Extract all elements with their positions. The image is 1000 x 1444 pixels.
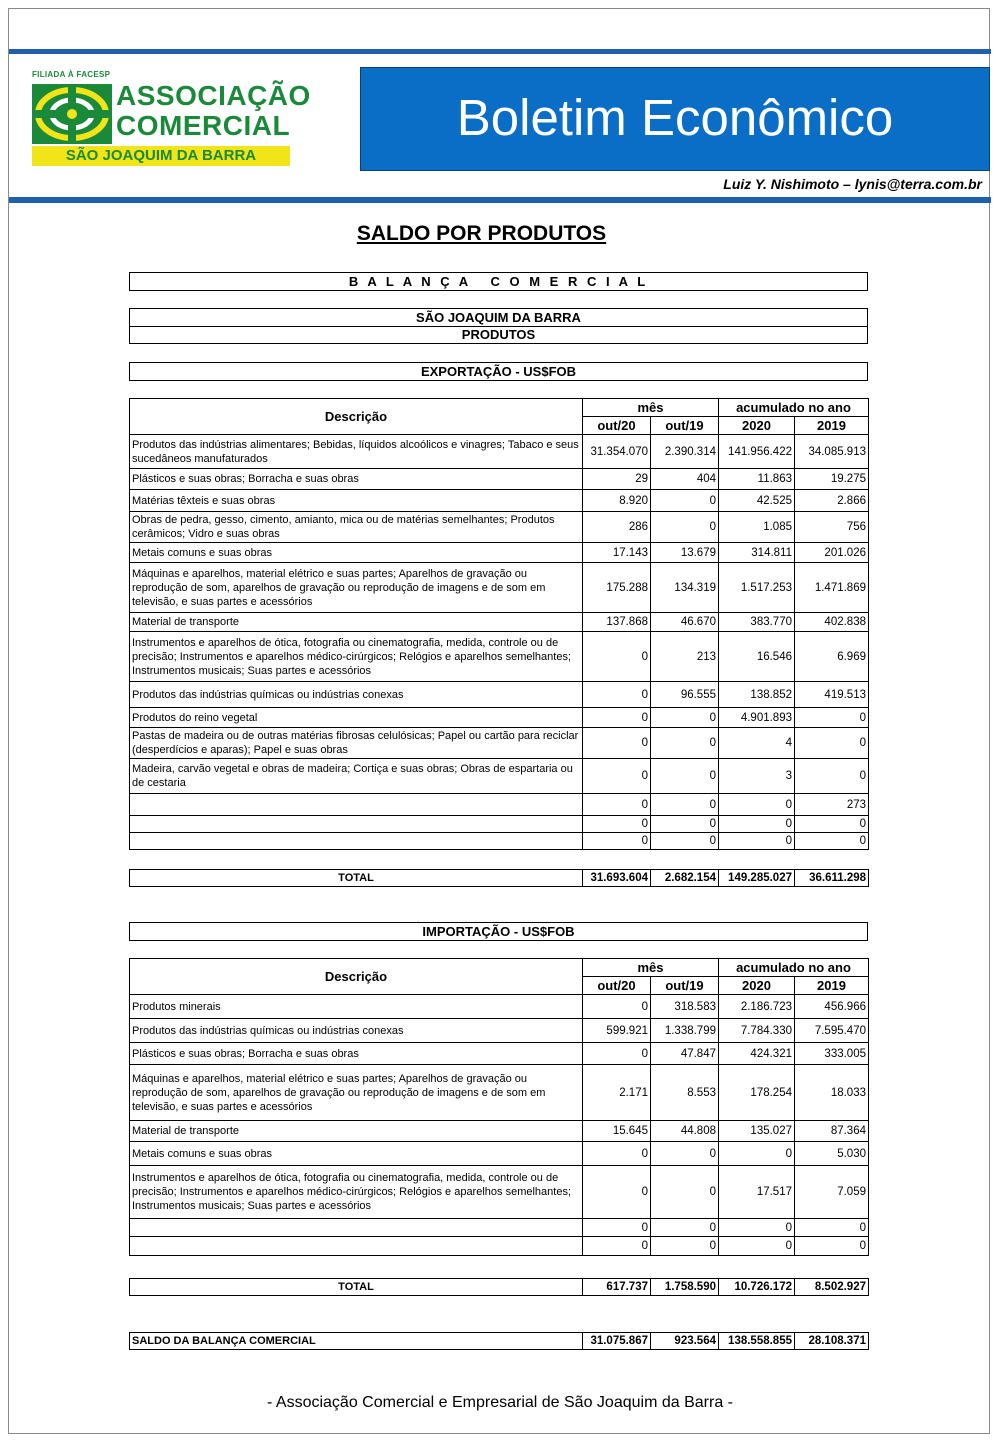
col-header-c3: 2020	[719, 417, 795, 435]
export-section-title: EXPORTAÇÃO - US$FOB	[129, 362, 868, 381]
row-value: 3	[719, 759, 795, 794]
export-total-value: 149.285.027	[719, 870, 795, 887]
row-value: 201.026	[795, 543, 869, 563]
trade-balance-value: 28.108.371	[795, 1333, 869, 1350]
table-row	[130, 469, 869, 490]
row-value: 8.920	[583, 490, 651, 512]
balanca-comercial-heading: B A L A N Ç A C O M E R C I A L	[129, 272, 868, 291]
col-header-c4: 2019	[795, 977, 869, 995]
row-value: 1.517.253	[719, 563, 795, 613]
row-value: 96.555	[651, 682, 719, 708]
row-value: 0	[795, 816, 869, 833]
col-header-descricao: Descrição	[130, 959, 583, 995]
row-value: 0	[651, 490, 719, 512]
row-description: Produtos do reino vegetal	[130, 708, 583, 728]
trade-balance-value: 138.558.855	[719, 1333, 795, 1350]
import-total-label: TOTAL	[130, 1279, 583, 1296]
row-description: Obras de pedra, gesso, cimento, amianto, mica ou de matérias semelhantes; Produtos cerâmicos; Vidro e suas obras	[130, 512, 583, 543]
row-description: Metais comuns e suas obras	[130, 1142, 583, 1166]
table-row	[130, 728, 869, 759]
row-description	[130, 816, 583, 833]
row-description: Instrumentos e aparelhos de ótica, fotografia ou cinematografia, medida, controle ou de precisão; Instrumentos e aparelhos médico-cirúrgicos; Relógios e aparelhos semelhantes; Instrumentos musicais; Suas partes e acessórios	[130, 1166, 583, 1219]
row-value: 134.319	[651, 563, 719, 613]
bulletin-banner-title: Boletim Econômico	[360, 67, 990, 171]
row-value: 4.901.893	[719, 708, 795, 728]
table-row	[130, 1121, 869, 1142]
table-row	[130, 995, 869, 1019]
logo-mark-icon	[32, 84, 112, 144]
row-value: 456.966	[795, 995, 869, 1019]
row-value: 0	[795, 728, 869, 759]
table-row	[130, 1219, 869, 1237]
table-row	[130, 1237, 869, 1256]
row-value: 17.517	[719, 1166, 795, 1219]
row-description: Máquinas e aparelhos, material elétrico e suas partes; Aparelhos de gravação ou reprodução de som, aparelhos de gravação ou reprodução de imagens e de som em televisão, e suas partes e acessórios	[130, 563, 583, 613]
row-description: Metais comuns e suas obras	[130, 543, 583, 563]
row-description	[130, 1237, 583, 1256]
page-footer: - Associação Comercial e Empresarial de São Joaquim da Barra -	[267, 1394, 733, 1411]
table-row	[130, 632, 869, 682]
col-header-c2: out/19	[651, 977, 719, 995]
row-description	[130, 1219, 583, 1237]
row-value: 7.059	[795, 1166, 869, 1219]
table-row	[130, 512, 869, 543]
row-value: 6.969	[795, 632, 869, 682]
row-value: 0	[583, 728, 651, 759]
row-value: 383.770	[719, 613, 795, 632]
trade-balance-value: 923.564	[651, 1333, 719, 1350]
row-value: 0	[795, 833, 869, 850]
row-value: 0	[583, 1166, 651, 1219]
row-value: 1.471.869	[795, 563, 869, 613]
import-total-row	[129, 1278, 869, 1296]
col-header-c3: 2020	[719, 977, 795, 995]
export-total-row	[129, 869, 869, 887]
row-value: 0	[583, 1219, 651, 1237]
row-value: 5.030	[795, 1142, 869, 1166]
row-value: 0	[651, 833, 719, 850]
row-value: 0	[583, 794, 651, 816]
row-value: 0	[583, 1043, 651, 1065]
row-value: 2.171	[583, 1065, 651, 1121]
author-credit: Luiz Y. Nishimoto – lynis@terra.com.br	[723, 176, 982, 192]
import-table	[129, 958, 869, 1256]
export-rows	[130, 435, 869, 850]
row-value: 756	[795, 512, 869, 543]
row-value: 402.838	[795, 613, 869, 632]
col-header-c4: 2019	[795, 417, 869, 435]
row-value: 7.595.470	[795, 1019, 869, 1043]
row-value: 0	[651, 708, 719, 728]
row-value: 0	[719, 1237, 795, 1256]
row-value: 213	[651, 632, 719, 682]
row-value: 0	[651, 512, 719, 543]
row-value: 0	[795, 1219, 869, 1237]
row-value: 11.863	[719, 469, 795, 490]
row-description	[130, 833, 583, 850]
export-total-label: TOTAL	[130, 870, 583, 887]
row-description: Produtos das indústrias alimentares; Bebidas, líquidos alcoólicos e vinagres; Tabaco e seus sucedâneos manufaturados	[130, 435, 583, 469]
col-header-descricao: Descrição	[130, 399, 583, 435]
row-value: 13.679	[651, 543, 719, 563]
table-row	[130, 1019, 869, 1043]
row-value: 286	[583, 512, 651, 543]
row-value: 0	[651, 1166, 719, 1219]
col-header-mes: mês	[583, 959, 719, 977]
table-row	[130, 833, 869, 850]
row-value: 273	[795, 794, 869, 816]
products-heading: PRODUTOS	[129, 326, 868, 344]
import-rows	[130, 995, 869, 1256]
row-value: 0	[583, 833, 651, 850]
trade-balance-row	[129, 1332, 869, 1350]
table-row	[130, 1142, 869, 1166]
row-value: 4	[719, 728, 795, 759]
import-total-value: 8.502.927	[795, 1279, 869, 1296]
row-value: 138.852	[719, 682, 795, 708]
row-value: 19.275	[795, 469, 869, 490]
table-row	[130, 708, 869, 728]
col-header-acumulado: acumulado no ano	[719, 399, 869, 417]
row-value: 0	[651, 1219, 719, 1237]
col-header-mes: mês	[583, 399, 719, 417]
row-description: Instrumentos e aparelhos de ótica, fotografia ou cinematografia, medida, controle ou de precisão; Instrumentos e aparelhos médico-cirúrgicos; Relógios e aparelhos semelhantes; Instrumentos musicais; Suas partes e acessórios	[130, 632, 583, 682]
row-value: 0	[719, 1219, 795, 1237]
row-description: Produtos das indústrias químicas ou indústrias conexas	[130, 1019, 583, 1043]
import-total-value: 1.758.590	[651, 1279, 719, 1296]
trade-balance-value: 31.075.867	[583, 1333, 651, 1350]
row-value: 16.546	[719, 632, 795, 682]
row-value: 318.583	[651, 995, 719, 1019]
table-row	[130, 759, 869, 794]
row-value: 46.670	[651, 613, 719, 632]
row-value: 29	[583, 469, 651, 490]
row-value: 0	[651, 816, 719, 833]
row-value: 0	[583, 759, 651, 794]
table-row	[130, 1043, 869, 1065]
row-value: 7.784.330	[719, 1019, 795, 1043]
import-total-value: 10.726.172	[719, 1279, 795, 1296]
row-description: Matérias têxteis e suas obras	[130, 490, 583, 512]
row-value: 0	[583, 682, 651, 708]
row-value: 0	[651, 1237, 719, 1256]
row-value: 87.364	[795, 1121, 869, 1142]
col-header-c2: out/19	[651, 417, 719, 435]
row-value: 0	[719, 833, 795, 850]
import-section-title: IMPORTAÇÃO - US$FOB	[129, 922, 868, 941]
table-row	[130, 1065, 869, 1121]
row-description: Material de transporte	[130, 613, 583, 632]
row-value: 0	[719, 794, 795, 816]
row-value: 0	[583, 708, 651, 728]
table-row	[130, 613, 869, 632]
city-heading: SÃO JOAQUIM DA BARRA	[129, 308, 868, 326]
row-value: 0	[651, 1142, 719, 1166]
row-value: 0	[795, 708, 869, 728]
row-value: 1.085	[719, 512, 795, 543]
row-value: 2.390.314	[651, 435, 719, 469]
row-description: Produtos das indústrias químicas ou indústrias conexas	[130, 682, 583, 708]
row-value: 178.254	[719, 1065, 795, 1121]
row-value: 1.338.799	[651, 1019, 719, 1043]
table-row	[130, 435, 869, 469]
row-value: 0	[651, 759, 719, 794]
table-row	[130, 1166, 869, 1219]
row-description: Máquinas e aparelhos, material elétrico e suas partes; Aparelhos de gravação ou reprodução de som, aparelhos de gravação ou reprodução de imagens e de som em televisão, e suas partes e acessórios	[130, 1065, 583, 1121]
table-row	[130, 816, 869, 833]
row-value: 0	[583, 995, 651, 1019]
logo-word-associacao: ASSOCIAÇÃO	[116, 80, 311, 111]
col-header-c1: out/20	[583, 417, 651, 435]
row-value: 44.808	[651, 1121, 719, 1142]
row-value: 424.321	[719, 1043, 795, 1065]
col-header-acumulado: acumulado no ano	[719, 959, 869, 977]
row-description: Pastas de madeira ou de outras matérias fibrosas celulósicas; Papel ou cartão para reciclar (desperdícios e aparas); Papel e suas obras	[130, 728, 583, 759]
row-value: 404	[651, 469, 719, 490]
row-description	[130, 794, 583, 816]
row-value: 42.525	[719, 490, 795, 512]
logo-city-band: SÃO JOAQUIM DA BARRA	[32, 146, 290, 166]
row-value: 0	[583, 632, 651, 682]
row-value: 599.921	[583, 1019, 651, 1043]
page-title: SALDO POR PRODUTOS	[356, 222, 607, 245]
row-value: 0	[719, 816, 795, 833]
row-value: 31.354.070	[583, 435, 651, 469]
row-value: 0	[583, 1237, 651, 1256]
row-value: 0	[583, 816, 651, 833]
row-value: 135.027	[719, 1121, 795, 1142]
row-value: 8.553	[651, 1065, 719, 1121]
row-description: Madeira, carvão vegetal e obras de madeira; Cortiça e suas obras; Obras de espartaria ou de cestaria	[130, 759, 583, 794]
header-bottom-rule	[9, 197, 991, 203]
row-value: 0	[795, 759, 869, 794]
export-total-value: 31.693.604	[583, 870, 651, 887]
table-row	[130, 682, 869, 708]
logo-word-comercial: COMERCIAL	[116, 110, 291, 141]
row-value: 419.513	[795, 682, 869, 708]
export-total-value: 36.611.298	[795, 870, 869, 887]
table-row	[130, 543, 869, 563]
row-value: 0	[719, 1142, 795, 1166]
table-row	[130, 490, 869, 512]
row-description: Material de transporte	[130, 1121, 583, 1142]
table-row	[130, 794, 869, 816]
col-header-c1: out/20	[583, 977, 651, 995]
trade-balance-label: SALDO DA BALANÇA COMERCIAL	[130, 1333, 583, 1350]
row-value: 0	[583, 1142, 651, 1166]
row-value: 34.085.913	[795, 435, 869, 469]
row-value: 314.811	[719, 543, 795, 563]
association-logo	[30, 70, 311, 170]
row-value: 333.005	[795, 1043, 869, 1065]
row-value: 18.033	[795, 1065, 869, 1121]
import-total-value: 617.737	[583, 1279, 651, 1296]
table-row	[130, 563, 869, 613]
row-value: 2.866	[795, 490, 869, 512]
row-value: 15.645	[583, 1121, 651, 1142]
row-value: 137.868	[583, 613, 651, 632]
row-description: Plásticos e suas obras; Borracha e suas obras	[130, 1043, 583, 1065]
row-value: 17.143	[583, 543, 651, 563]
export-table	[129, 398, 869, 850]
row-description: Produtos minerais	[130, 995, 583, 1019]
row-value: 141.956.422	[719, 435, 795, 469]
export-total-value: 2.682.154	[651, 870, 719, 887]
row-description: Plásticos e suas obras; Borracha e suas obras	[130, 469, 583, 490]
row-value: 0	[795, 1237, 869, 1256]
logo-tagline: FILIADA À FACESP	[32, 70, 111, 79]
row-value: 2.186.723	[719, 995, 795, 1019]
header-top-rule	[9, 49, 991, 54]
row-value: 0	[651, 794, 719, 816]
row-value: 175.288	[583, 563, 651, 613]
row-value: 47.847	[651, 1043, 719, 1065]
row-value: 0	[651, 728, 719, 759]
